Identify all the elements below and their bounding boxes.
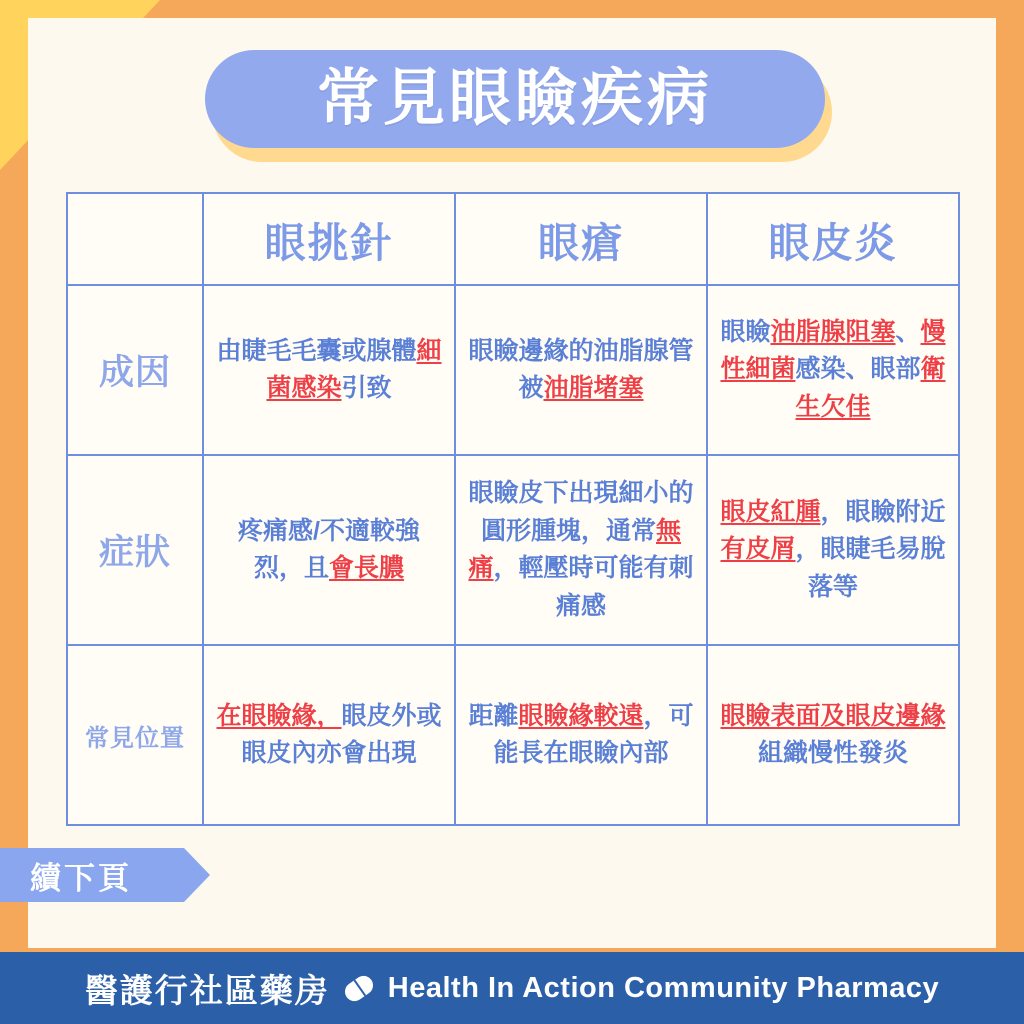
row-label-symptom: 症狀: [67, 455, 203, 645]
rich-text: 眼瞼皮下出現細小的圓形腫塊，通常無痛，輕壓時可能有刺痛感: [468, 479, 694, 620]
table-header: [67, 193, 959, 285]
continue-arrow-icon: [184, 848, 210, 902]
cell-symptom-chalazion: [455, 455, 707, 645]
cell-location-chalazion: [455, 645, 707, 825]
footer-bar: [0, 952, 1024, 1024]
table-row: [67, 455, 959, 645]
comparison-table: [66, 192, 960, 826]
rich-text: 眼皮紅腫，眼瞼附近有皮屑，眼睫毛易脫落等: [720, 497, 946, 601]
table-row: [67, 285, 959, 455]
rich-text: 由睫毛毛囊或腺體細菌感染引致: [216, 336, 442, 402]
cell-location-blepharitis: [707, 645, 959, 825]
cell-cause-blepharitis: [707, 285, 959, 455]
rich-text: 在眼瞼緣，眼皮外或眼皮內亦會出現: [216, 701, 442, 767]
table-header-cell-3: 眼皮炎: [707, 193, 959, 285]
table-header-row: [67, 193, 959, 285]
footer-brand-cn: 醫護行社區藥房: [84, 971, 330, 1009]
cell-cause-stye: [203, 285, 455, 455]
cell-symptom-stye: [203, 455, 455, 645]
row-label-location: 常見位置: [67, 645, 203, 825]
continue-tag: [0, 848, 184, 902]
table-header-cell-1: 眼挑針: [203, 193, 455, 285]
title-banner: [205, 50, 825, 148]
footer-brand-en: Health In Action Community Pharmacy: [387, 971, 940, 1004]
cell-symptom-blepharitis: [707, 455, 959, 645]
table-corner-cell: [67, 193, 203, 285]
rich-text: 眼瞼表面及眼皮邊緣組織慢性發炎: [720, 701, 946, 767]
table-row: [67, 645, 959, 825]
rich-text: 眼瞼邊緣的油脂腺管被油脂堵塞: [468, 336, 694, 402]
rich-text: 眼瞼油脂腺阻塞、慢性細菌感染、眼部衛生欠佳: [720, 317, 946, 421]
cell-cause-chalazion: [455, 285, 707, 455]
table-body: [67, 285, 959, 825]
rich-text: 疼痛感/不適較強烈，且會長膿: [238, 516, 420, 582]
row-label-cause: 成因: [67, 285, 203, 455]
table-header-cell-2: 眼瘡: [455, 193, 707, 285]
cell-location-stye: [203, 645, 455, 825]
continue-label: 續下頁: [30, 860, 132, 896]
rich-text: 距離眼瞼緣較遠，可能長在眼瞼內部: [468, 701, 694, 767]
page-title: 常見眼瞼疾病: [316, 64, 713, 133]
pill-icon: [341, 972, 376, 1005]
